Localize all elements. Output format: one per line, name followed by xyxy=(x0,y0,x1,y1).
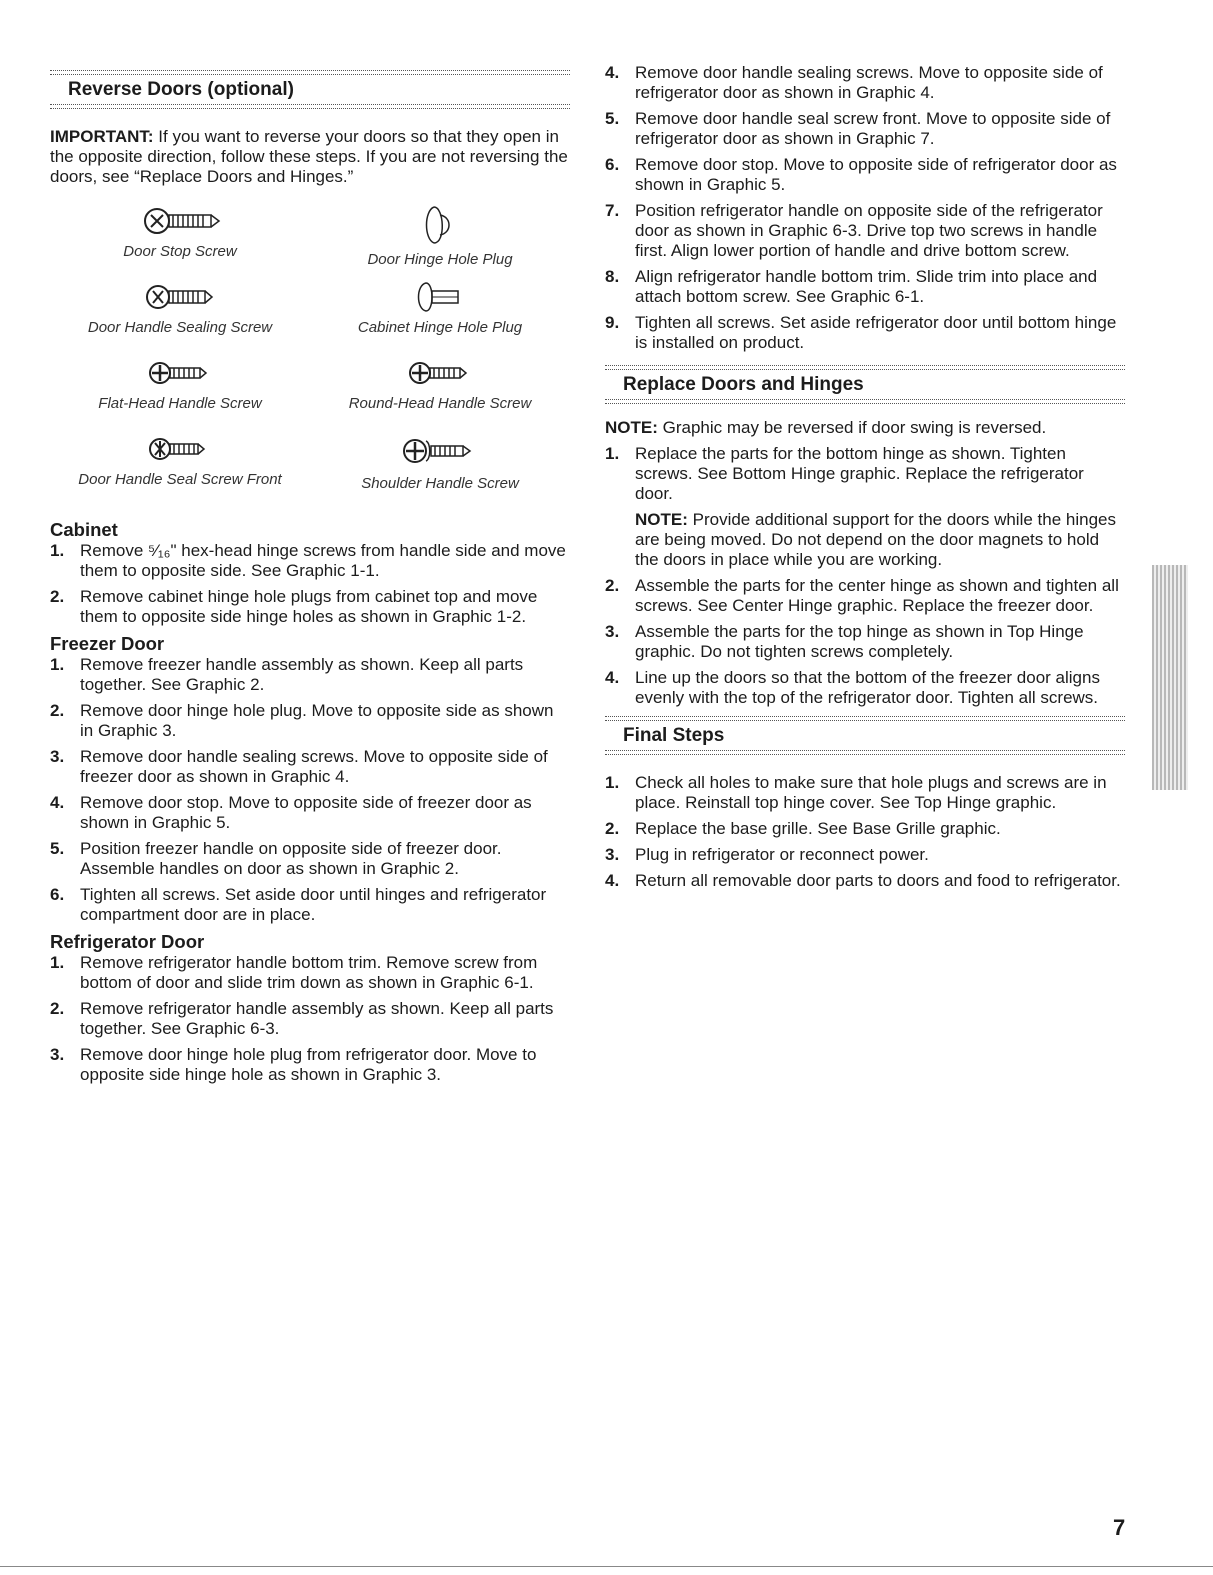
right-column xyxy=(605,0,1125,897)
section-rule xyxy=(50,70,570,75)
important-label: IMPORTANT: xyxy=(50,127,154,146)
section-title-replace-doors: Replace Doors and Hinges xyxy=(623,374,864,395)
list-item: 1. Remove refrigerator handle bottom trim. Remove screw from bottom of door and slide trim down as shown in Graphic 6-1. xyxy=(50,953,538,992)
section-rule xyxy=(605,399,1125,404)
list-item: 5. Position freezer handle on opposite side of freezer door. Assemble handles on door as shown in Graphic 2. xyxy=(50,839,502,878)
note-text: Graphic may be reversed if door swing is reversed. xyxy=(657,418,1047,437)
step-note: NOTE: Provide additional support for the doors while the hinges are being moved. Do not depend on the door magnets to hold the doors in place while you are working. xyxy=(635,510,1116,569)
important-text: If you want to reverse your doors so that they open in the opposite direction, follow these steps. If you are not reversing the doors, see “Replace Doors and Hinges.” xyxy=(50,127,568,186)
part-label: Shoulder Handle Screw xyxy=(361,475,519,492)
list-item: 8. Align refrigerator handle bottom trim. Slide trim into place and attach bottom screw. See Graphic 6-1. xyxy=(605,267,1098,306)
note-label: NOTE: xyxy=(605,418,658,437)
list-item: 1. Replace the parts for the bottom hinge as shown. Tighten screws. See Bottom Hinge graphic. Replace the refrigerator door. NOTE: Provide additional support for the doors while the hinges are being moved. Do not depend on the door magnets to hold the doors in place while you are working. xyxy=(605,444,1125,570)
part-shoulder-handle-screw xyxy=(310,431,570,501)
list-item: 6. Tighten all screws. Set aside door until hinges and refrigerator compartment door are in place. xyxy=(50,885,547,924)
important-paragraph xyxy=(50,127,570,187)
list-item: 4. Remove door handle sealing screws. Move to opposite side of refrigerator door as shown in Graphic 4. xyxy=(605,63,1103,102)
scan-margin-mark xyxy=(1152,565,1188,790)
list-item: 1. Remove freezer handle assembly as shown. Keep all parts together. See Graphic 2. xyxy=(50,655,524,694)
part-round-head-handle-screw xyxy=(310,355,570,425)
section-title-reverse-doors: Reverse Doors (optional) xyxy=(68,79,294,100)
list-item: 1. Remove ⁵⁄₁₆" hex-head hinge screws from handle side and move them to opposite side. See Graphic 1-1. xyxy=(50,541,566,580)
cabinet-hinge-hole-plug-icon xyxy=(400,279,480,315)
list-item: 2. Remove door hinge hole plug. Move to opposite side as shown in Graphic 3. xyxy=(50,701,554,740)
page-number: 7 xyxy=(1113,1515,1126,1540)
list-item: 3. Remove door handle sealing screws. Move to opposite side of freezer door as shown in Graphic 4. xyxy=(50,747,548,786)
part-label: Door Handle Sealing Screw xyxy=(87,319,273,336)
shoulder-handle-screw-icon xyxy=(395,431,485,471)
section-rule xyxy=(50,104,570,109)
page-bottom-rule xyxy=(0,1566,1213,1567)
door-handle-sealing-screw-icon xyxy=(140,279,220,315)
list-item: 1. Check all holes to make sure that hole plugs and screws are in place. Reinstall top hinge cover. See Top Hinge graphic. xyxy=(605,773,1107,812)
list-item: 4. Return all removable door parts to doors and food to refrigerator. xyxy=(605,871,1121,890)
list-item: 3. Remove door hinge hole plug from refrigerator door. Move to opposite side hinge hole as shown in Graphic 3. xyxy=(50,1045,537,1084)
part-flat-head-handle-screw xyxy=(50,355,310,425)
list-item: 7. Position refrigerator handle on opposite side of the refrigerator door as shown in Graphic 6-3. Drive top two screws in handle first. Align lower portion of handle and drive bottom screw. xyxy=(605,201,1103,260)
section-rule xyxy=(605,365,1125,370)
freezer-door-steps xyxy=(50,655,570,925)
freezer-door-heading: Freezer Door xyxy=(50,633,165,654)
part-label: Cabinet Hinge Hole Plug xyxy=(357,319,523,336)
part-label: Door Stop Screw xyxy=(123,243,237,260)
refrigerator-door-heading: Refrigerator Door xyxy=(50,931,205,952)
flat-head-handle-screw-icon xyxy=(140,355,220,391)
list-item: 6. Remove door stop. Move to opposite side of refrigerator door as shown in Graphic 5. xyxy=(605,155,1117,194)
list-item: 4. Remove door stop. Move to opposite side of freezer door as shown in Graphic 5. xyxy=(50,793,532,832)
list-item: 3. Assemble the parts for the top hinge as shown in Top Hinge graphic. Do not tighten screws completely. xyxy=(605,622,1084,661)
list-item: 3. Plug in refrigerator or reconnect power. xyxy=(605,845,929,864)
section-title-final-steps: Final Steps xyxy=(623,725,725,746)
refrigerator-door-steps xyxy=(50,953,570,1085)
part-label: Door Handle Seal Screw Front xyxy=(78,471,282,488)
section-rule xyxy=(605,716,1125,721)
list-item: 2. Remove refrigerator handle assembly as shown. Keep all parts together. See Graphic 6-3. xyxy=(50,999,554,1038)
section-rule xyxy=(605,750,1125,755)
list-item: 2. Remove cabinet hinge hole plugs from cabinet top and move them to opposite side hinge holes as shown in Graphic 1-2. xyxy=(50,587,538,626)
list-item: 4. Line up the doors so that the bottom of the freezer door aligns evenly with the top of the refrigerator door. Tighten all screws. xyxy=(605,668,1100,707)
parts-legend xyxy=(50,203,570,501)
part-label: Door Hinge Hole Plug xyxy=(367,251,513,268)
part-door-hinge-hole-plug xyxy=(310,203,570,273)
part-door-handle-seal-screw-front xyxy=(50,431,310,501)
part-door-handle-sealing-screw xyxy=(50,279,310,349)
list-item: 2. Replace the base grille. See Base Grille graphic. xyxy=(605,819,1001,838)
list-item: 9. Tighten all screws. Set aside refrigerator door until bottom hinge is installed on product. xyxy=(605,313,1117,352)
refrigerator-door-steps-continued xyxy=(605,63,1125,353)
part-cabinet-hinge-hole-plug xyxy=(310,279,570,349)
final-steps xyxy=(605,773,1125,891)
door-hinge-hole-plug-icon xyxy=(410,203,470,247)
part-label: Round-Head Handle Screw xyxy=(348,395,532,412)
cabinet-heading: Cabinet xyxy=(50,519,118,540)
part-door-stop-screw xyxy=(50,203,310,273)
left-column xyxy=(50,0,570,1091)
cabinet-steps xyxy=(50,541,570,627)
round-head-handle-screw-icon xyxy=(400,355,480,391)
door-handle-seal-screw-front-icon xyxy=(140,431,220,467)
note-paragraph xyxy=(605,418,1125,438)
door-stop-screw-icon xyxy=(135,203,225,239)
part-label: Flat-Head Handle Screw xyxy=(98,395,262,412)
replace-doors-steps xyxy=(605,444,1125,708)
list-item: 2. Assemble the parts for the center hinge as shown and tighten all screws. See Center Hinge graphic. Replace the freezer door. xyxy=(605,576,1119,615)
list-item: 5. Remove door handle seal screw front. Move to opposite side of refrigerator door as shown in Graphic 7. xyxy=(605,109,1111,148)
